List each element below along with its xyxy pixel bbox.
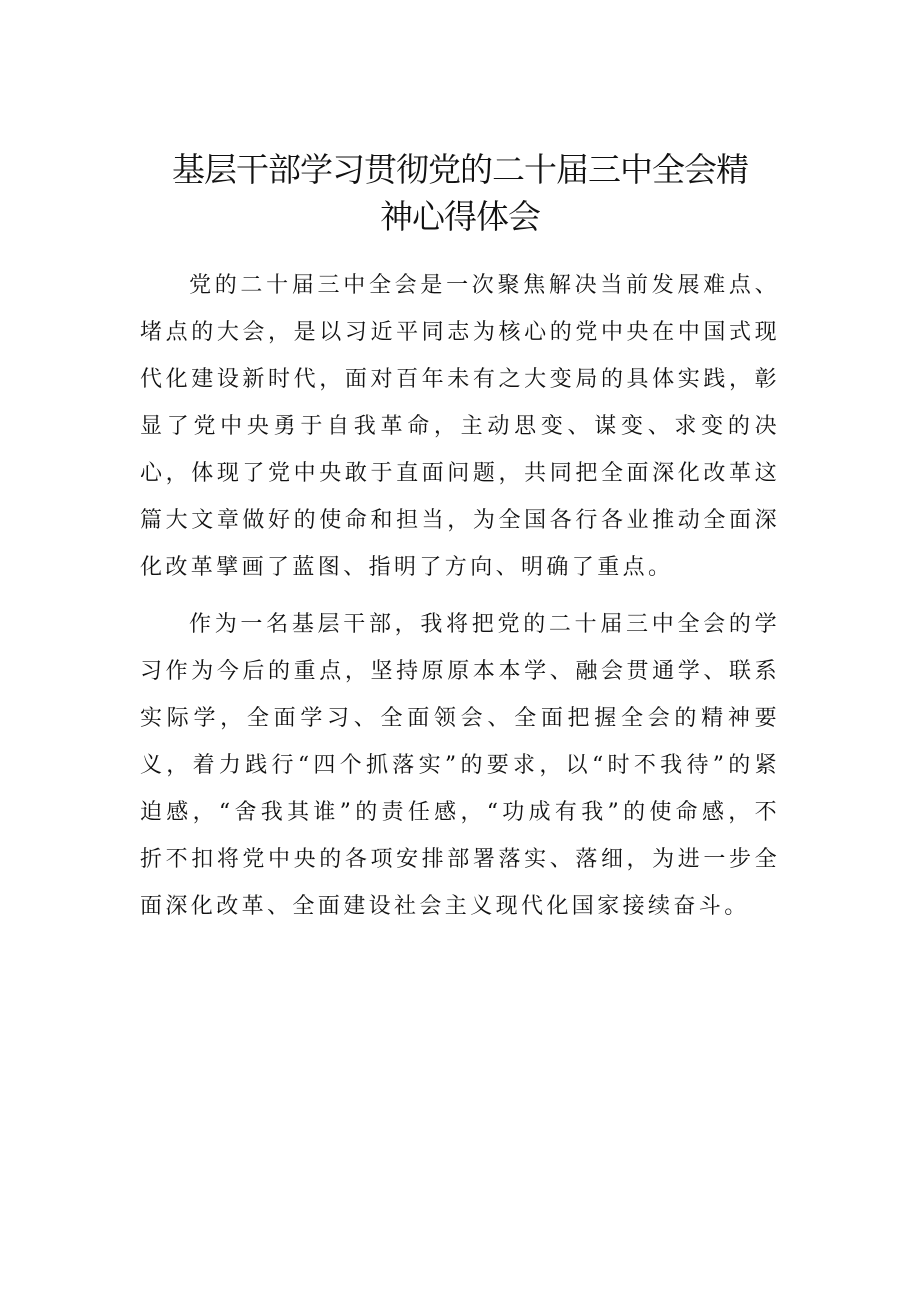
document-title	[150, 146, 770, 240]
body-paragraph-1: 党的二十届三中全会是一次聚焦解决当前发展难点、堵点的大会，是以习近平同志为核心的党中央在中国式现代化建设新时代，面对百年未有之大变局的具体实践，彰显了党中央勇于自我革命，主动思变、谋变、求变的决心，体现了党中央敢于直面问题，共同把全面深化改革这篇大文章做好的使命和担当，为全国各行各业推动全面深化改革擘画了蓝图、指明了方向、明确了重点。	[140, 273, 780, 580]
document-body	[140, 262, 780, 930]
title-line-2: 神心得体会	[380, 197, 540, 236]
title-line-1: 基层干部学习贯彻党的二十届三中全会精	[172, 150, 748, 189]
body-paragraph-2: 作为一名基层干部，我将把党的二十届三中全会的学习作为今后的重点，坚持原原本本学、融会贯通学、联系实际学，全面学习、全面领会、全面把握全会的精神要义，着力践行“四个抓落实”的要求，以“时不我待”的紧迫感，“舍我其谁”的责任感，“功成有我”的使命感，不折不扣将党中央的各项安排部署落实、落细，为进一步全面深化改革、全面建设社会主义现代化国家接续奋斗。	[140, 612, 780, 919]
